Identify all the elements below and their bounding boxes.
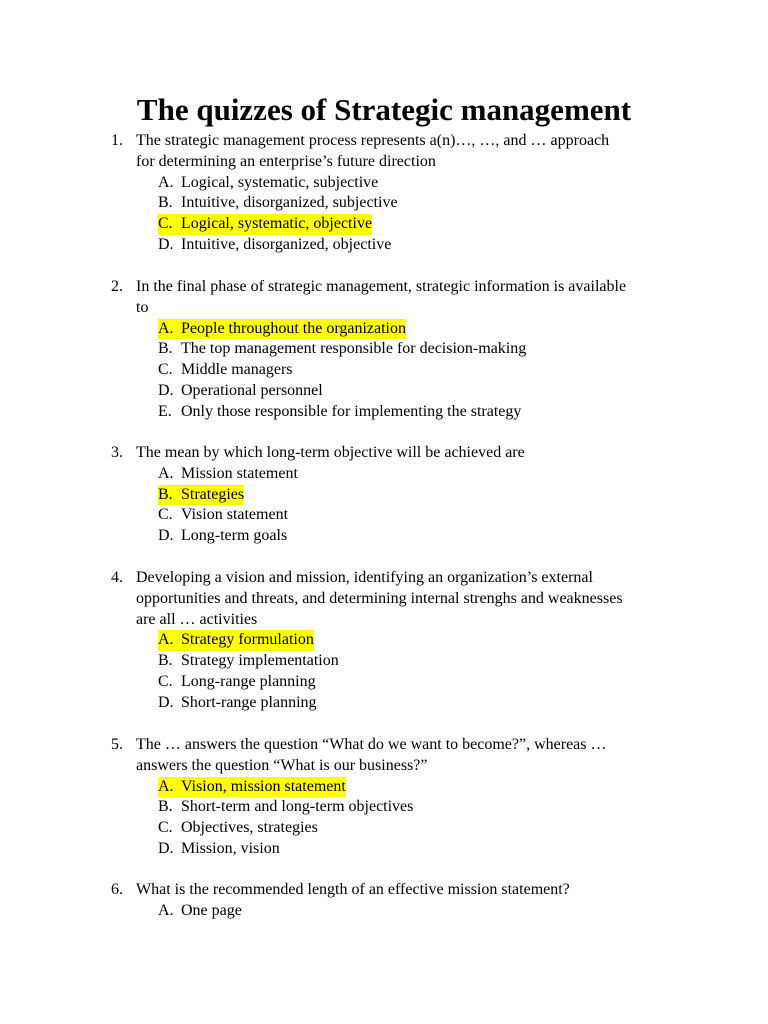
answer-option-content — [158, 319, 406, 340]
answer-option — [158, 818, 711, 839]
answer-option-text: People throughout the organization — [181, 319, 406, 337]
answer-option-text: The top management responsible for decision-making — [181, 340, 527, 358]
answer-option-text: Short-range planning — [181, 693, 317, 711]
answer-options — [158, 901, 711, 922]
answer-option-content — [158, 901, 242, 922]
answer-option-highlighted — [158, 777, 711, 798]
answer-options — [158, 319, 711, 423]
question-text — [136, 735, 711, 777]
question-text-line: answers the question “What is our business?” — [136, 756, 428, 774]
question-3 — [111, 443, 711, 547]
question-text-line: The mean by which long-term objective will be achieved are — [136, 444, 525, 461]
question-number: 3. — [111, 444, 123, 461]
answer-option-content — [158, 526, 287, 547]
answer-option — [158, 339, 711, 360]
answer-option-letter: D. — [158, 839, 174, 857]
answer-option-letter: B. — [158, 652, 173, 670]
answer-option-text: Long-term goals — [181, 527, 288, 545]
answer-option — [158, 464, 711, 485]
question-number: 5. — [111, 736, 123, 753]
answer-option — [158, 526, 711, 547]
answer-option-letter: B. — [158, 194, 173, 212]
answer-option-letter: C. — [158, 672, 173, 690]
answer-option-text: Vision statement — [181, 506, 289, 524]
answer-option-content — [158, 505, 288, 526]
answer-options — [158, 173, 711, 256]
question-text-line: for determining an enterprise’s future direction — [136, 152, 436, 170]
answer-option-content — [158, 693, 317, 714]
answer-option — [158, 402, 711, 423]
question-number: 4. — [111, 569, 123, 586]
question-5 — [111, 735, 711, 860]
answer-option-letter: D. — [158, 527, 174, 545]
answer-options — [158, 464, 711, 547]
answer-option-content — [158, 173, 378, 194]
question-number: 1. — [111, 132, 123, 149]
answer-option-letter: E. — [158, 402, 172, 420]
answer-option-text: Short-term and long-term objectives — [181, 798, 414, 816]
question-number: 2. — [111, 278, 123, 295]
question-4 — [111, 568, 711, 714]
answer-option-text: Intuitive, disorganized, objective — [181, 235, 392, 253]
question-text — [136, 880, 711, 901]
answer-option-letter: B. — [158, 485, 173, 503]
question-text-line: Developing a vision and mission, identifying an organization’s external — [136, 569, 593, 586]
answer-option — [158, 173, 711, 194]
answer-option-text: Only those responsible for implementing the strategy — [181, 402, 522, 420]
answer-option-letter: A. — [158, 777, 174, 795]
answer-option-content — [158, 485, 244, 506]
answer-option — [158, 839, 711, 860]
answer-option-letter: C. — [158, 819, 173, 837]
question-2 — [111, 277, 711, 423]
answer-option-text: Objectives, strategies — [181, 819, 318, 837]
question-6 — [111, 880, 711, 922]
answer-option-text: One page — [181, 901, 242, 919]
answer-option-content — [158, 672, 316, 693]
answer-option-text: Long-range planning — [181, 672, 316, 690]
question-number: 6. — [111, 881, 123, 898]
question-text-line: The strategic management process represents a(n)…, …, and … approach — [136, 132, 610, 149]
answer-option-text: Strategies — [181, 485, 245, 503]
answer-option-content — [158, 235, 391, 256]
answer-option-content — [158, 214, 372, 235]
answer-option-letter: A. — [158, 631, 174, 649]
answer-option-content — [158, 381, 323, 402]
answer-option-content — [158, 797, 413, 818]
answer-option — [158, 235, 711, 256]
question-text — [136, 131, 711, 173]
answer-option-content — [158, 651, 339, 672]
question-text — [136, 443, 711, 464]
answer-option-text: Middle managers — [181, 361, 293, 379]
answer-option-text: Operational personnel — [181, 381, 323, 399]
question-text — [136, 568, 711, 630]
answer-option — [158, 381, 711, 402]
answer-option-content — [158, 360, 293, 381]
answer-option-content — [158, 339, 526, 360]
answer-option-text: Logical, systematic, objective — [181, 215, 373, 233]
answer-option-letter: B. — [158, 340, 173, 358]
answer-option-content — [158, 630, 314, 651]
answer-option — [158, 901, 711, 922]
question-text — [136, 277, 711, 319]
question-text-line: What is the recommended length of an effective mission statement? — [136, 881, 570, 898]
answer-option-letter: A. — [158, 173, 174, 191]
answer-option-content — [158, 193, 398, 214]
question-text-line: to — [136, 298, 149, 316]
question-text-line: opportunities and threats, and determining internal strenghs and weaknesses — [136, 589, 623, 607]
answer-option-highlighted — [158, 319, 711, 340]
answer-option-letter: C. — [158, 506, 173, 524]
question-text-line: In the final phase of strategic management, strategic information is available — [136, 278, 627, 295]
answer-option-text: Logical, systematic, subjective — [181, 173, 379, 191]
answer-option — [158, 360, 711, 381]
answer-option-content — [158, 402, 521, 423]
answer-option-content — [158, 464, 298, 485]
answer-option-letter: D. — [158, 235, 174, 253]
answer-option-highlighted — [158, 485, 711, 506]
answer-option-content — [158, 839, 280, 860]
answer-option-letter: B. — [158, 798, 173, 816]
answer-option — [158, 693, 711, 714]
answer-option-content — [158, 818, 318, 839]
answer-option-letter: D. — [158, 693, 174, 711]
answer-option-text: Mission, vision — [181, 839, 280, 857]
answer-option-letter: A. — [158, 901, 174, 919]
answer-option-highlighted — [158, 630, 711, 651]
answer-option-letter: C. — [158, 361, 173, 379]
answer-option — [158, 505, 711, 526]
answer-option-content — [158, 777, 346, 798]
answer-option-text: Intuitive, disorganized, subjective — [181, 194, 398, 212]
answer-option-letter: C. — [158, 215, 173, 233]
answer-option-highlighted — [158, 214, 711, 235]
answer-option-text: Strategy formulation — [181, 631, 314, 649]
answer-option — [158, 651, 711, 672]
answer-option-text: Strategy implementation — [181, 652, 339, 670]
answer-options — [158, 630, 711, 713]
question-text-line: The … answers the question “What do we want to become?”, whereas … — [136, 736, 607, 753]
page-title: The quizzes of Strategic management — [136, 92, 632, 127]
answer-option — [158, 193, 711, 214]
answer-option-letter: A. — [158, 319, 174, 337]
question-text-line: are all … activities — [136, 610, 258, 628]
answer-options — [158, 777, 711, 860]
answer-option — [158, 672, 711, 693]
answer-option — [158, 797, 711, 818]
answer-option-letter: A. — [158, 464, 174, 482]
answer-option-text: Mission statement — [181, 464, 298, 482]
answer-option-text: Vision, mission statement — [181, 777, 346, 795]
question-1 — [111, 131, 711, 256]
answer-option-letter: D. — [158, 381, 174, 399]
